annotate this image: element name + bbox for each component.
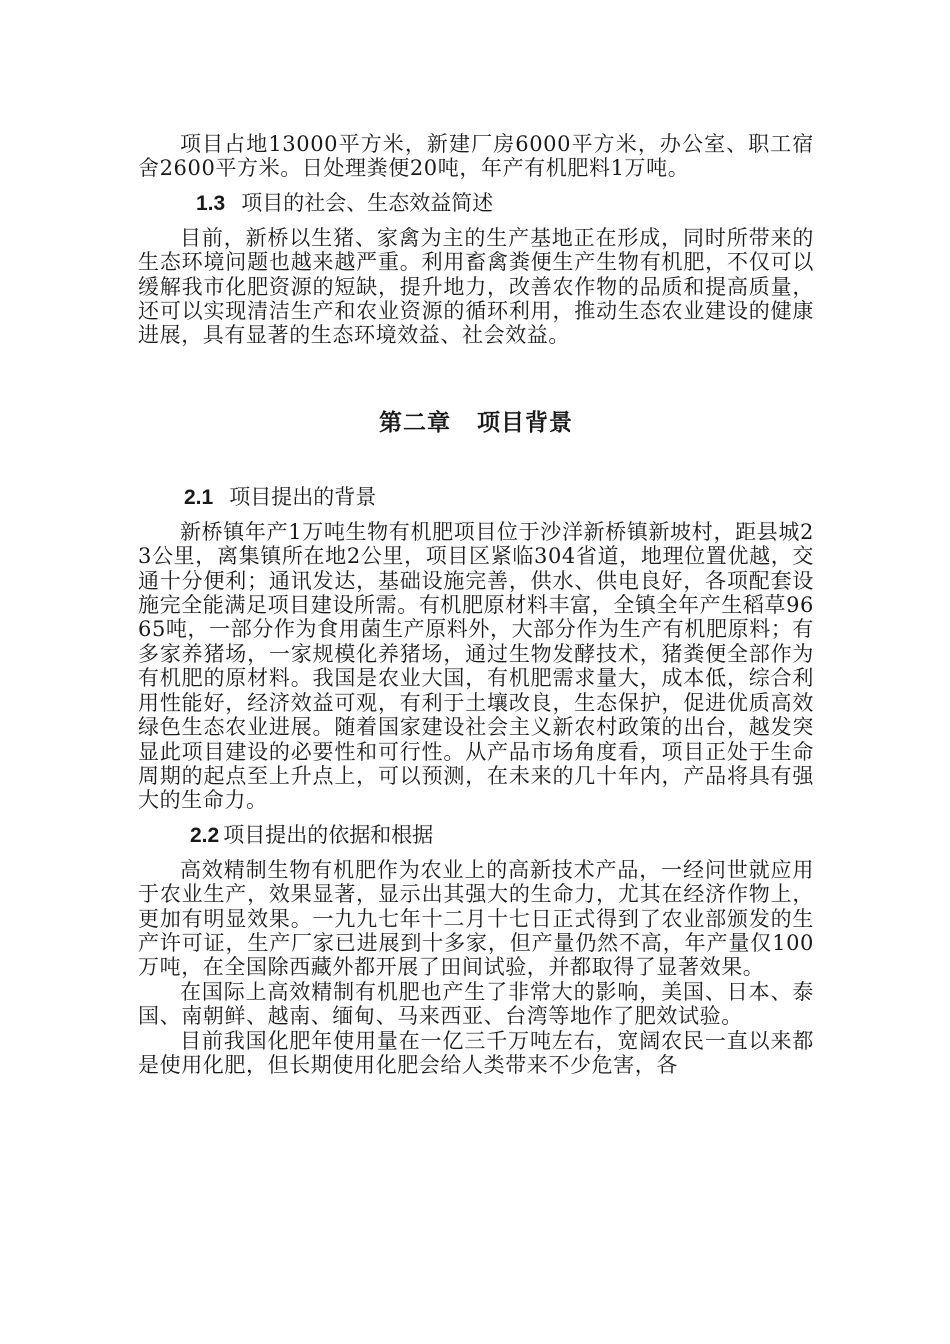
chapter-title bbox=[138, 408, 814, 438]
section-heading-1-3 bbox=[138, 191, 814, 216]
chapter-number: 第二章 bbox=[379, 409, 451, 436]
section-number: 2.2 bbox=[190, 823, 220, 847]
section-title: 项目的社会、生态效益简述 bbox=[241, 190, 494, 215]
paragraph-social-benefits: 目前，新桥以生猪、家禽为主的生产基地正在形成，同时所带来的生态环境问题也越来越严重。利用畜禽粪便生产生物有机肥，不仅可以缓解我市化肥资源的短缺，提升地力，改善农作物的品质和提高质量，还可以实现清洁生产和农业资源的循环利用，推动生态农业建设的健康进展，具有显著的生态环境效益、社会效益。 bbox=[138, 225, 814, 348]
paragraph-background: 新桥镇年产1万吨生物有机肥项目位于沙洋新桥镇新坡村，距县城23公里，离集镇所在地2公里，项目区紧临304省道，地理位置优越，交通十分便利；通讯发达，基础设施完善，供水、供电良好，各项配套设施完全能满足项目建设所需。有机肥原材料丰富，全镇全年产生稻草9665吨，一部分作为食用菌生产原料外，大部分作为生产有机肥原料；有多家养猪场，一家规模化养猪场，通过生物发酵技术，猪粪便全部作为有机肥的原材料。我国是农业大国，有机肥需求量大，成本低，综合利用性能好，经济效益可观，有利于土壤改良，生态保护，促进优质高效绿色生态农业进展。随着国家建设社会主义新农村政策的出台，越发突显此项目建设的必要性和可行性。从产品市场角度看，项目正处于生命周期的起点至上升点上，可以预测，在未来的几十年内，产品将具有强大的生命力。 bbox=[138, 519, 814, 813]
section-title: 项目提出的依据和根据 bbox=[223, 822, 434, 847]
paragraph-project-area: 项目占地13000平方米，新建厂房6000平方米，办公室、职工宿舍2600平方米。日处理粪便20吨，年产有机肥料1万吨。 bbox=[138, 132, 814, 181]
paragraph-international: 在国际上高效精制有机肥也产生了非常大的影响，美国、日本、泰国、南朝鲜、越南、缅甸、马来西亚、台湾等地作了肥效试验。 bbox=[138, 979, 814, 1029]
paragraph-basis: 高效精制生物有机肥作为农业上的高新技术产品，一经问世就应用于农业生产，效果显著，显示出其强大的生命力，尤其在经济作物上，更加有明显效果。一九九七年十二月十七日正式得到了农业部颁发的生产许可证，生产厂家已进展到十多家，但产量仍然不高，年产量仅100万吨，在全国除西藏外都开展了田间试验，并都取得了显著效果。 bbox=[138, 857, 814, 980]
section-number: 2.1 bbox=[184, 485, 214, 509]
paragraph-fertilizer-use: 目前我国化肥年使用量在一亿三千万吨左右，宽阔农民一直以来都是使用化肥，但长期使用化肥会给人类带来不少危害，各 bbox=[138, 1028, 814, 1077]
document-page bbox=[138, 132, 814, 1077]
section-title: 项目提出的背景 bbox=[229, 484, 377, 509]
section-number: 1.3 bbox=[196, 191, 226, 215]
section-heading-2-1 bbox=[138, 485, 814, 510]
chapter-name: 项目背景 bbox=[477, 409, 573, 436]
section-heading-2-2 bbox=[138, 823, 814, 848]
